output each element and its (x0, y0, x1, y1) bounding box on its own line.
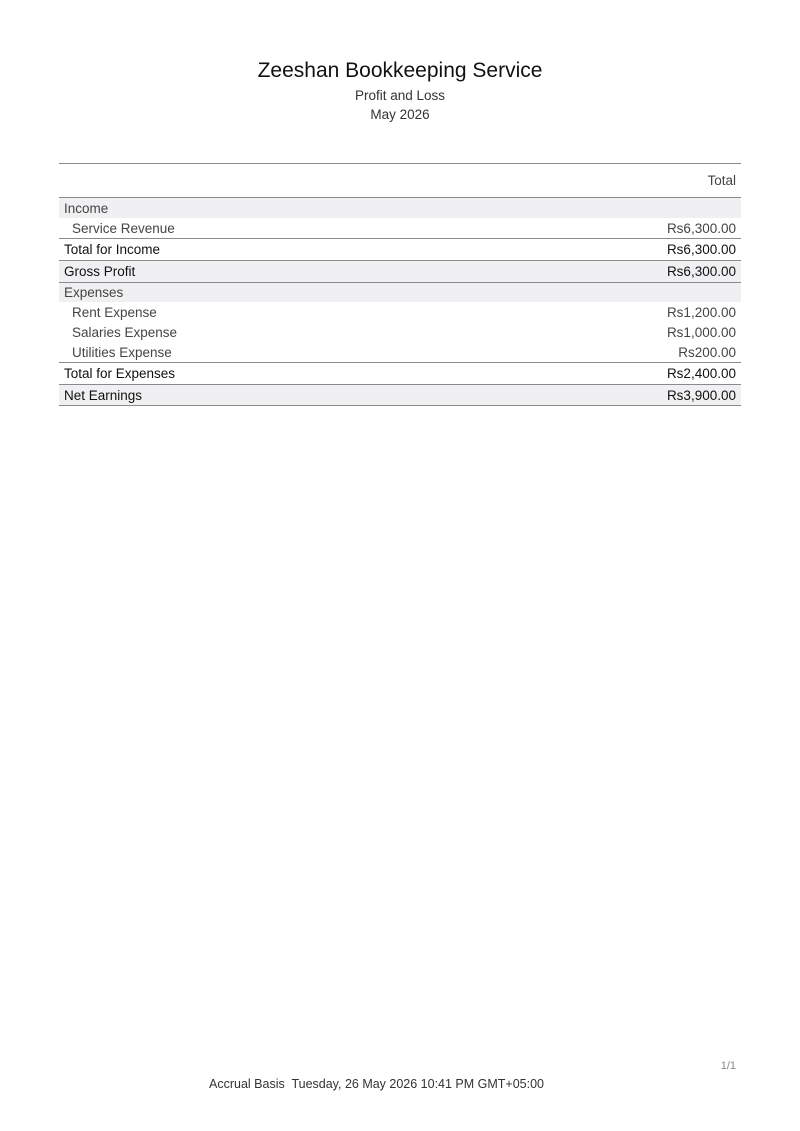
footer-basis-timestamp: Accrual Basis Tuesday, 26 May 2026 10:41 PM GMT+05:00 (209, 1077, 545, 1091)
line-item-name: Rent Expense (72, 304, 157, 320)
report-header (0, 58, 800, 124)
company-name: Zeeshan Bookkeeping Service (257, 59, 543, 82)
section-income (59, 198, 741, 218)
line-item-amount: Rs1,200.00 (666, 304, 736, 320)
gross-profit-amount: Rs6,300.00 (666, 264, 736, 279)
total-amount: Rs6,300.00 (666, 242, 736, 257)
section-expenses (59, 282, 741, 302)
line-item-salaries-expense (59, 322, 741, 342)
total-label: Total for Income (64, 242, 161, 257)
net-earnings-label: Net Earnings (64, 387, 143, 403)
total-income-row (59, 238, 741, 260)
line-item-utilities-expense (59, 342, 741, 362)
line-item-service-revenue (59, 218, 741, 238)
column-header-row (59, 164, 741, 198)
section-label: Expenses (64, 285, 124, 300)
report-title: Profit and Loss (354, 88, 446, 103)
page-number: 1/1 (720, 1060, 736, 1072)
line-item-rent-expense (59, 302, 741, 322)
profit-loss-table (59, 163, 741, 406)
report-period: May 2026 (370, 107, 430, 122)
line-item-amount: Rs200.00 (678, 344, 736, 360)
section-label: Income (64, 200, 109, 216)
line-item-name: Utilities Expense (72, 344, 172, 360)
column-header-total: Total (707, 173, 736, 188)
gross-profit-label: Gross Profit (64, 264, 136, 279)
net-earnings-row (59, 384, 741, 406)
total-label: Total for Expenses (64, 366, 176, 381)
gross-profit-row (59, 260, 741, 282)
line-item-amount: Rs6,300.00 (666, 220, 736, 236)
line-item-amount: Rs1,000.00 (666, 324, 736, 340)
total-amount: Rs2,400.00 (666, 366, 736, 381)
net-earnings-amount: Rs3,900.00 (666, 387, 736, 403)
line-item-name: Salaries Expense (72, 324, 178, 340)
total-expenses-row (59, 362, 741, 384)
line-item-name: Service Revenue (72, 220, 175, 236)
